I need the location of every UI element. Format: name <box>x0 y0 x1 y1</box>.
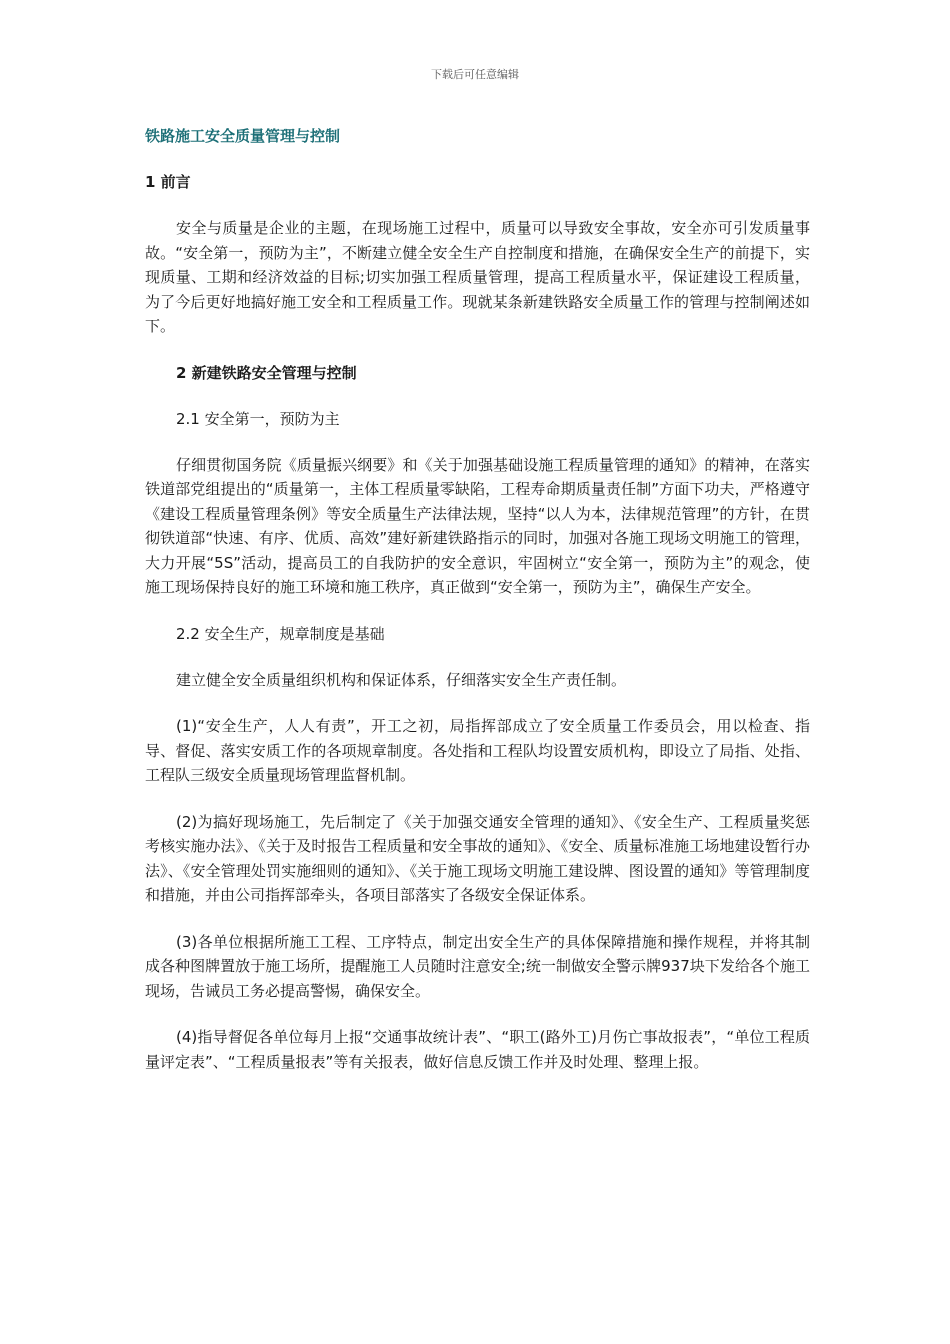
section-2-2-item-2: (2)为搞好现场施工，先后制定了《关于加强交通安全管理的通知》、《安全生产、工程质量奖惩考核实施办法》、《关于及时报告工程质量和安全事故的通知》、《安全、质量标准施工场地建设暂行办法》、《安全管理处罚实施细则的通知》、《关于施工现场文明施工建设牌、图设置的通知》等管理制度和措施，并由公司指挥部牵头，各项目部落实了各级安全保证体系。 <box>145 812 810 904</box>
section-1-heading: 1 前言 <box>145 173 191 191</box>
section-2-2-item-4: (4)指导督促各单位每月上报“交通事故统计表”、“职工(路外工)月伤亡事故报表”，“单位工程质量评定表”、“工程质量报表”等有关报表，做好信息反馈工作并及时处理、整理上报。 <box>145 1028 810 1071</box>
section-2-2-item-3: (3)各单位根据所施工工程、工序特点，制定出安全生产的具体保障措施和操作规程，并将其制成各种图牌置放于施工场所，提醒施工人员随时注意安全;统一制做安全警示牌937块下发给各个施工现场，告诫员工务必提高警惕，确保安全。 <box>145 932 810 1000</box>
section-2-heading: 2 新建铁路安全管理与控制 <box>176 363 357 382</box>
section-2-2-item-1: (1)“安全生产，人人有责”，开工之初，局指挥部成立了安全质量工作委员会，用以检查、指导、督促、落实安质工作的各项规章制度。各处指和工程队均设置安质机构，即设立了局指、处指、工程队三级安全质量现场管理监督机制。 <box>145 717 810 784</box>
document-title: 铁路施工安全质量管理与控制 <box>145 127 341 145</box>
section-2-1-paragraph: 仔细贯彻国务院《质量振兴纲要》和《关于加强基础设施工程质量管理的通知》的精神，在落实铁道部党组提出的“质量第一，主体工程质量零缺陷，工程寿命期质量责任制”方面下功夫，严格遵守《建设工程质量管理条例》等安全质量生产法律法规，坚持“以人为本，法律规范管理”的方针，在贯彻铁道部“快速、有序、优质、高效”建好新建铁路指示的同时，加强对各施工现场文明施工的管理，大力开展“5S”活动，提高员工的自我防护的安全意识，牢固树立“安全第一，预防为主”的观念，使施工现场保持良好的施工环境和施工秩序，真正做到“安全第一，预防为主”，确保生产安全。 <box>145 455 810 596</box>
section-2-2-intro-paragraph: 建立健全安全质量组织机构和保证体系，仔细落实安全生产责任制。 <box>176 670 627 689</box>
document-body <box>145 124 810 1074</box>
header-note: 下载后可任意编辑 <box>431 68 519 81</box>
section-2-1-heading: 2.1 安全第一，预防为主 <box>176 409 340 428</box>
section-2-2-heading: 2.2 安全生产，规章制度是基础 <box>176 624 385 643</box>
section-1-paragraph: 安全与质量是企业的主题，在现场施工过程中，质量可以导致安全事故，安全亦可引发质量事故。“安全第一，预防为主”，不断建立健全安全生产自控制度和措施，在确保安全生产的前提下，实现质量、工期和经济效益的目标;切实加强工程质量管理，提高工程质量水平，保证建设工程质量，为了今后更好地搞好施工安全和工程质量工作。现就某条新建铁路安全质量工作的管理与控制阐述如下。 <box>145 219 810 335</box>
